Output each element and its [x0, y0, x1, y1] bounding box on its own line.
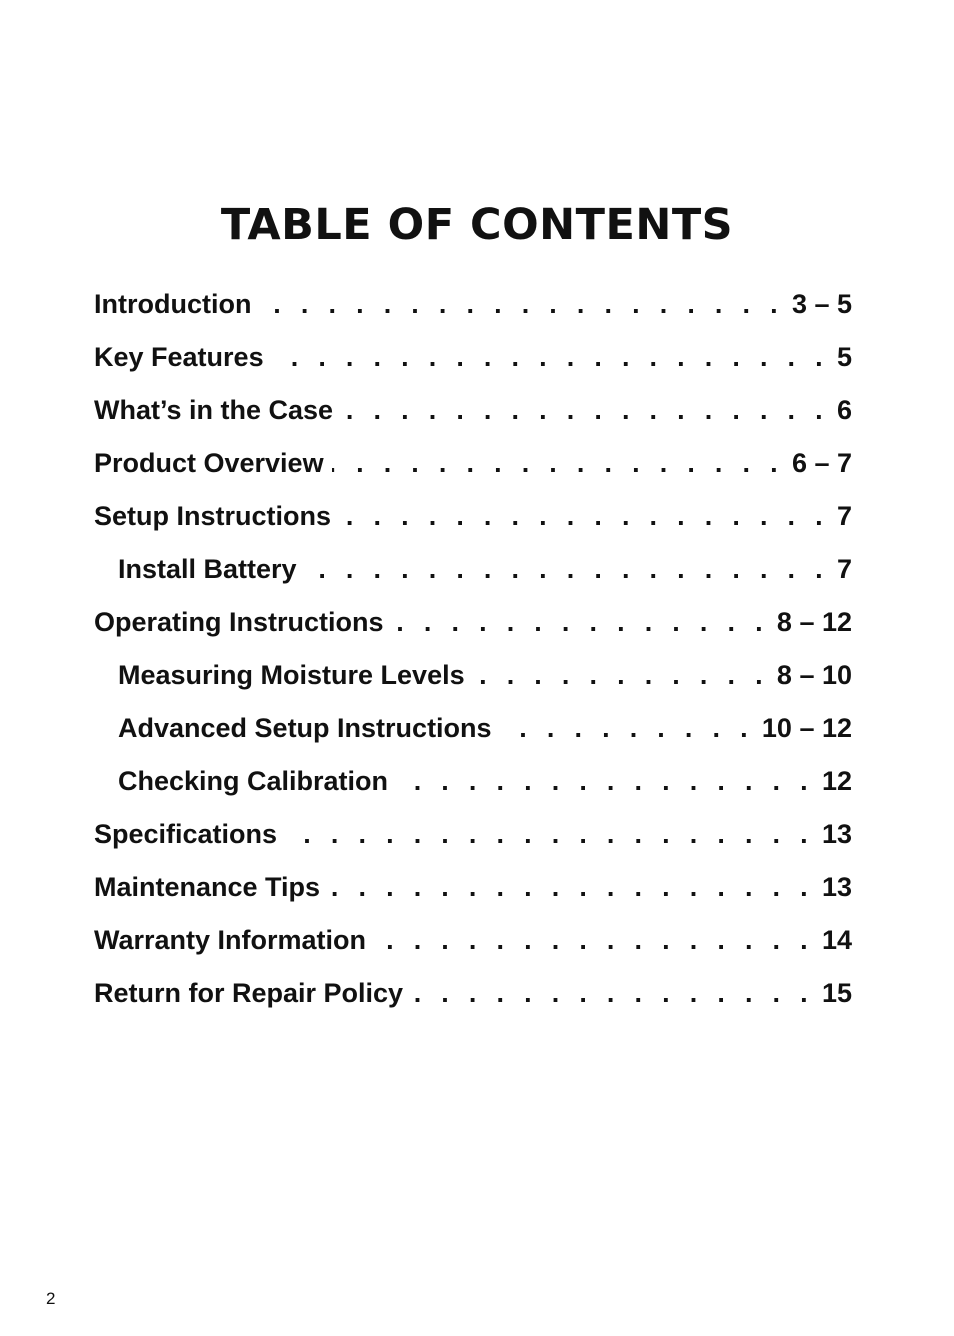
dot-leader: [332, 439, 784, 487]
toc-entry-label: Install Battery: [118, 554, 297, 584]
toc-entry-label: Maintenance Tips: [94, 872, 321, 902]
dot-leader: [305, 545, 829, 593]
toc-entry-label: Product Overview: [94, 448, 324, 478]
dot-leader: [473, 651, 769, 699]
table-of-contents: [94, 280, 852, 1022]
toc-entry-label: Operating Instructions: [94, 607, 384, 637]
toc-entry-page: 6 – 7: [791, 448, 852, 478]
dot-leader: [500, 704, 754, 752]
toc-entry-label: Advanced Setup Instructions: [118, 713, 492, 743]
toc-entry-measuring-moisture-levels[interactable]: [94, 651, 852, 704]
toc-entry-label: Specifications: [94, 819, 278, 849]
toc-entry-page: 10 – 12: [761, 713, 852, 743]
dot-leader: [285, 810, 814, 858]
toc-entry-label: Measuring Moisture Levels: [118, 660, 465, 690]
toc-entry-page: 6: [836, 395, 852, 425]
toc-entry-page: 12: [821, 766, 852, 796]
toc-entry-label: Key Features: [94, 342, 264, 372]
dot-leader: [341, 386, 829, 434]
toc-entry-page: 13: [821, 872, 852, 902]
toc-entry-label: Checking Calibration: [118, 766, 389, 796]
page-number: 2: [46, 1289, 56, 1308]
toc-entry-warranty-information[interactable]: [94, 916, 852, 969]
toc-entry-label: Warranty Information: [94, 925, 367, 955]
dot-leader: [396, 757, 814, 805]
toc-entry-label: Introduction: [94, 289, 252, 319]
toc-entry-product-overview[interactable]: [94, 439, 852, 492]
toc-entry-page: 13: [821, 819, 852, 849]
dot-leader: [411, 969, 814, 1017]
toc-entry-page: 15: [821, 978, 852, 1008]
toc-entry-operating-instructions[interactable]: [94, 598, 852, 651]
toc-entry-label: Setup Instructions: [94, 501, 332, 531]
toc-entry-checking-calibration[interactable]: [94, 757, 852, 810]
dot-leader: [392, 598, 769, 646]
toc-entry-whats-in-the-case[interactable]: [94, 386, 852, 439]
toc-entry-label: Return for Repair Policy: [94, 978, 404, 1008]
toc-entry-page: 3 – 5: [791, 289, 852, 319]
toc-entry-return-for-repair-policy[interactable]: [94, 969, 852, 1022]
toc-entry-maintenance-tips[interactable]: [94, 863, 852, 916]
dot-leader: [259, 280, 783, 328]
toc-entry-page: 7: [836, 501, 852, 531]
toc-entry-page: 7: [836, 554, 852, 584]
dot-leader: [272, 333, 829, 381]
page-title: TABLE OF CONTENTS: [220, 200, 734, 250]
dot-leader: [374, 916, 814, 964]
toc-entry-specifications[interactable]: [94, 810, 852, 863]
dot-leader: [339, 492, 829, 540]
toc-entry-page: 8 – 12: [776, 607, 852, 637]
toc-entry-setup-instructions[interactable]: [94, 492, 852, 545]
dot-leader: [328, 863, 814, 911]
toc-entry-label: What’s in the Case: [94, 395, 334, 425]
toc-entry-page: 14: [821, 925, 852, 955]
toc-entry-page: 8 – 10: [776, 660, 852, 690]
toc-entry-install-battery[interactable]: [94, 545, 852, 598]
toc-entry-advanced-setup-instructions[interactable]: [94, 704, 852, 757]
toc-entry-key-features[interactable]: [94, 333, 852, 386]
toc-entry-introduction[interactable]: [94, 280, 852, 333]
toc-entry-page: 5: [836, 342, 852, 372]
